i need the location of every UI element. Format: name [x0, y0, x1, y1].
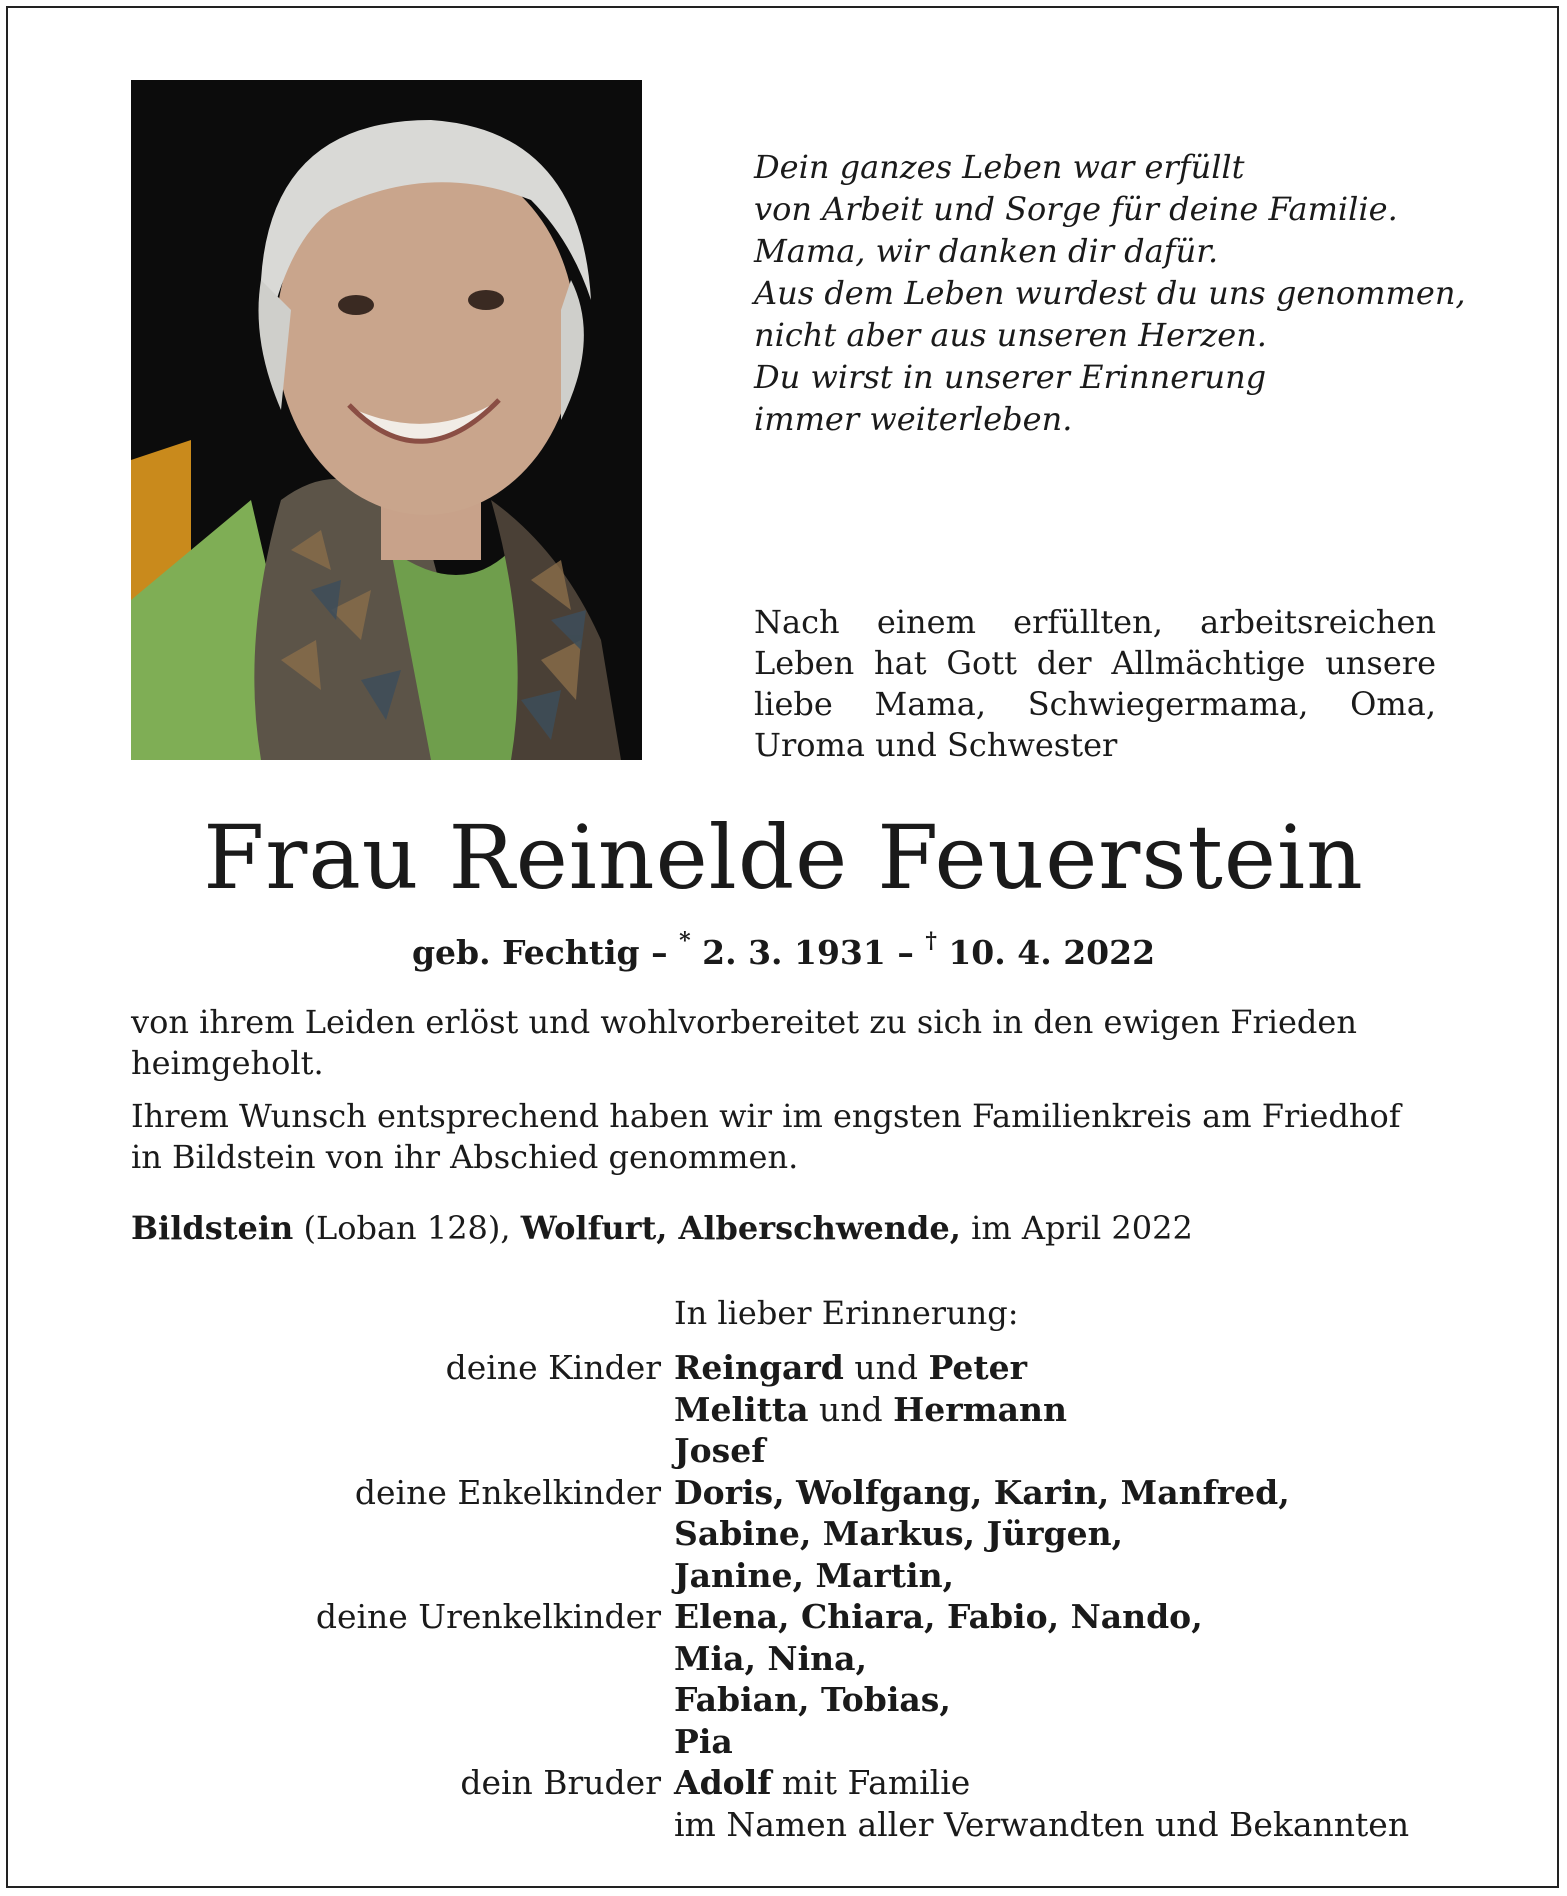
paragraph-abschied: Ihrem Wunsch entsprechend haben wir im engsten Familienkreis am Friedhof in Bildstein von ihr Abschied genommen.: [131, 1097, 1401, 1176]
died-symbol: †: [925, 928, 937, 954]
family-names: [674, 1389, 1067, 1431]
portrait-photo: [131, 80, 642, 760]
family-names: Josef: [674, 1431, 766, 1470]
family-label: deine Kinder: [445, 1348, 661, 1387]
name: Hermann: [893, 1389, 1067, 1429]
family-label-empty: [131, 1389, 674, 1431]
place-towns: Wolfurt, Alberschwende,: [520, 1209, 961, 1247]
family-names: Doris, Wolfgang, Karin, Manfred,: [674, 1472, 1290, 1512]
paragraph-heimgeholt: von ihrem Leiden erlöst und wohlvorbereitet zu sich in den ewigen Frieden heimgeholt.: [131, 1003, 1357, 1082]
conjunction: und: [808, 1389, 894, 1429]
name-suffix: mit Familie: [771, 1763, 971, 1802]
deceased-name: Frau Reinelde Feuerstein: [203, 806, 1364, 909]
life-dates: [0, 928, 1567, 972]
family-names: Pia: [674, 1721, 733, 1761]
family-names: [674, 1347, 1027, 1389]
family-row: [131, 1347, 1441, 1389]
place-bildstein: Bildstein: [131, 1209, 294, 1247]
family-row: [131, 1804, 1441, 1846]
family-row: [131, 1430, 1441, 1472]
family-row: [131, 1472, 1441, 1514]
poem-line: immer weiterleben.: [754, 400, 1073, 438]
poem-line: Mama, wir danken dir dafür.: [754, 232, 1219, 270]
poem-line: Dein ganzes Leben war erfüllt: [754, 148, 1245, 186]
place-date-line: [131, 1208, 1193, 1249]
birth-date: 2. 3. 1931: [690, 933, 886, 972]
place-date: im April 2022: [960, 1209, 1193, 1247]
death-date: 10. 4. 2022: [936, 933, 1156, 972]
poem-line: Aus dem Leben wurdest du uns genommen,: [754, 274, 1466, 312]
family-label-empty: [131, 1513, 674, 1555]
separator: –: [885, 933, 926, 972]
poem-line: Du wirst in unserer Erinnerung: [754, 358, 1267, 396]
poem-line: nicht aber aus unseren Herzen.: [754, 316, 1267, 354]
name: Reingard: [674, 1348, 844, 1387]
family-row: [131, 1389, 1441, 1431]
family-row: [131, 1513, 1441, 1555]
family-label-empty: [131, 1638, 674, 1680]
memory-heading: In lieber Erinnerung:: [674, 1294, 1019, 1332]
born-symbol: *: [679, 928, 691, 954]
family-row: [131, 1762, 1441, 1804]
family-row: [131, 1555, 1441, 1597]
family-label-empty: [131, 1555, 674, 1597]
family-list: [131, 1347, 1441, 1845]
family-label-empty: [131, 1804, 674, 1846]
name: Melitta: [674, 1389, 809, 1429]
family-row: [131, 1638, 1441, 1680]
family-label: deine Enkelkinder: [354, 1472, 661, 1512]
family-names: Elena, Chiara, Fabio, Nando,: [674, 1597, 1203, 1636]
family-label: deine Urenkelkinder: [315, 1597, 661, 1636]
family-label-empty: [131, 1679, 674, 1721]
birth-name: geb. Fechtig: [411, 933, 640, 972]
family-row: [131, 1596, 1441, 1638]
family-row: [131, 1679, 1441, 1721]
family-names: Fabian, Tobias,: [674, 1680, 951, 1719]
family-label: dein Bruder: [460, 1763, 661, 1802]
family-names: Mia, Nina,: [674, 1638, 867, 1678]
family-row: [131, 1721, 1441, 1763]
family-label-empty: [131, 1721, 674, 1763]
place-address: (Loban 128),: [293, 1209, 521, 1247]
memorial-poem: [754, 146, 1474, 440]
family-label-empty: [131, 1430, 674, 1472]
name: Adolf: [674, 1763, 772, 1802]
family-names: Sabine, Markus, Jürgen,: [674, 1514, 1124, 1553]
separator: –: [639, 933, 680, 972]
closing-line: im Namen aller Verwandten und Bekannten: [674, 1804, 1410, 1844]
intro-text: Nach einem erfüllten, arbeitsreichen Leben hat Gott der Allmächtige unsere liebe Mama, Schwiegermama, Oma, Uroma und Schwester: [754, 603, 1436, 764]
poem-line: von Arbeit und Sorge für deine Familie.: [754, 190, 1398, 228]
family-names: Janine, Martin,: [674, 1555, 955, 1595]
name: Peter: [928, 1348, 1028, 1387]
family-names: [674, 1762, 970, 1804]
conjunction: und: [843, 1348, 929, 1387]
